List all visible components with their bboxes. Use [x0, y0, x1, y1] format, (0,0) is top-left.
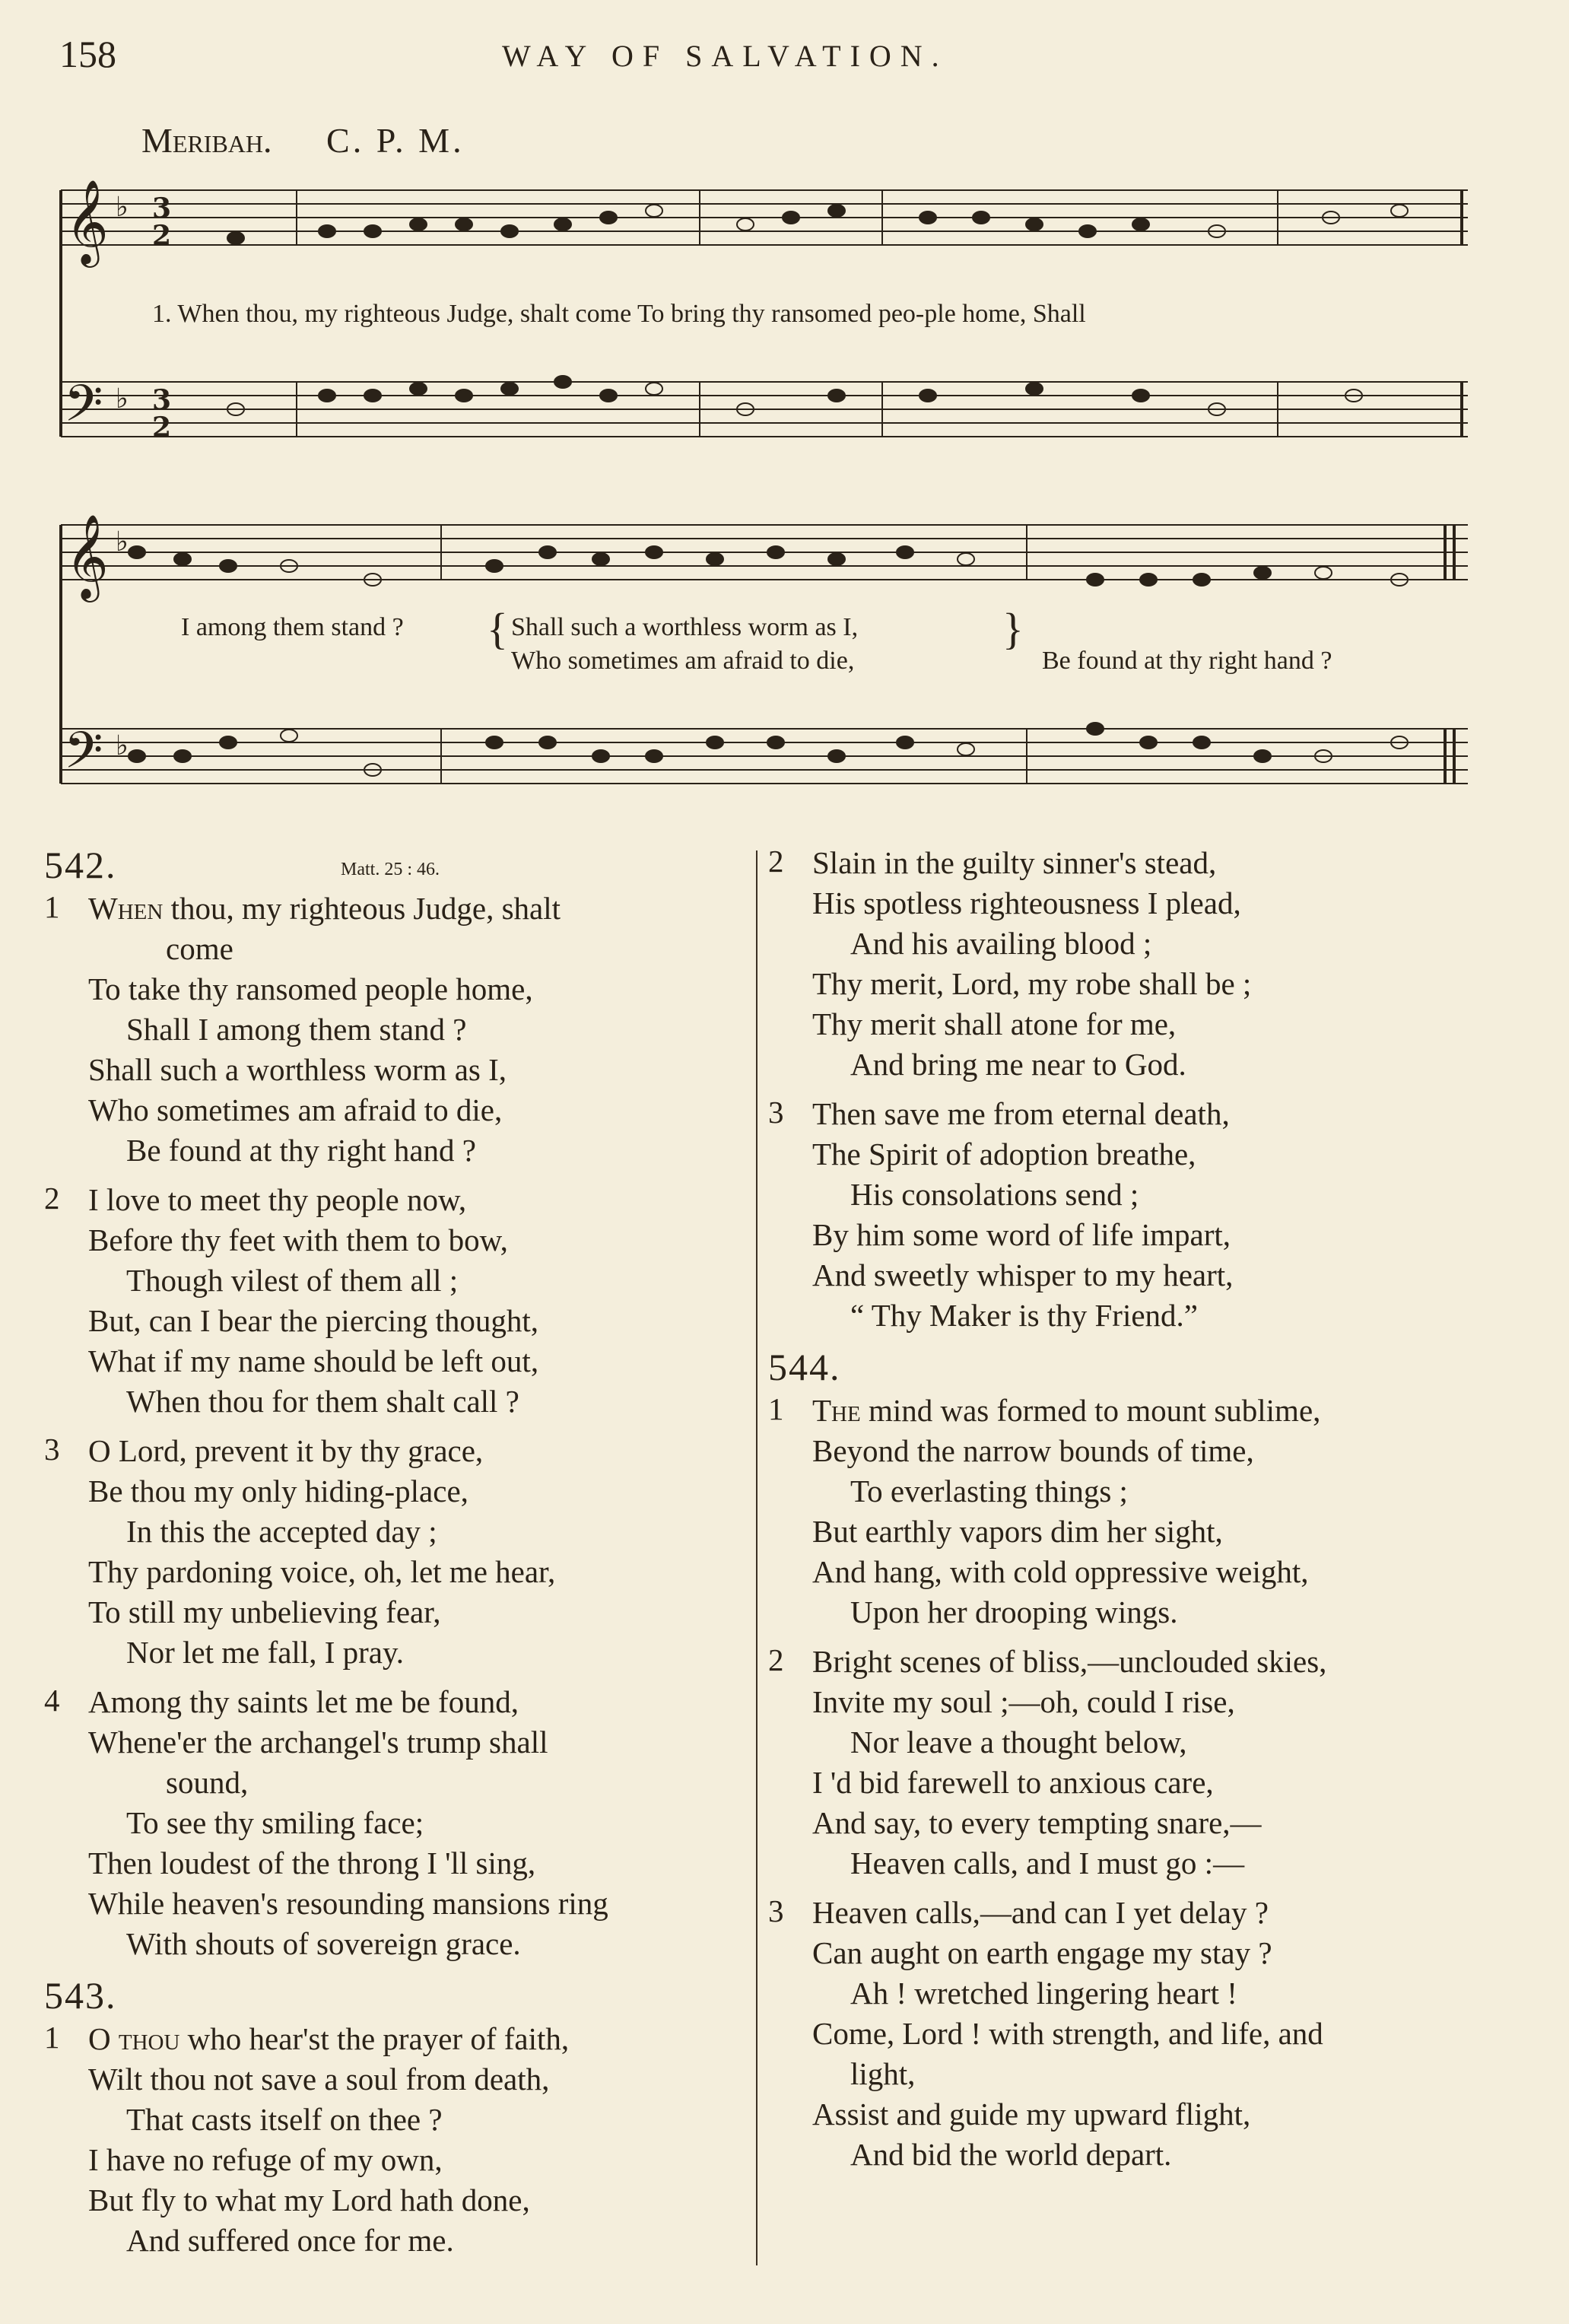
stanza-number: 2 [768, 1642, 784, 1677]
stanza-number: 3 [768, 1095, 784, 1130]
tune-meter: C. P. M. [326, 121, 465, 160]
page-number: 158 [59, 33, 116, 75]
stanza-number: 1 [44, 889, 60, 924]
verse-line: And bring me near to God. [850, 1047, 1186, 1082]
first-word: O thou [88, 2021, 180, 2056]
line-text: mind was formed to mount sublime, [860, 1393, 1321, 1428]
verse-line: And hang, with cold oppressive weight, [812, 1554, 1309, 1589]
verse-line: Be found at thy right hand ? [126, 1133, 477, 1168]
tune-name: Meribah. [141, 121, 272, 160]
line-text: who hear'st the prayer of faith, [179, 2021, 570, 2056]
verse-line: What if my name should be left out, [88, 1343, 539, 1378]
hymn-number: 542. [44, 844, 117, 886]
svg-text:♭: ♭ [116, 730, 129, 761]
clefs-and-signatures [64, 179, 171, 792]
svg-text:2: 2 [152, 220, 172, 252]
verse-line: Invite my soul ;—oh, could I rise, [812, 1684, 1235, 1719]
verse-line: That casts itself on thee ? [126, 2102, 443, 2137]
svg-text:♭: ♭ [116, 526, 129, 558]
verse-line: And his availing blood ; [850, 926, 1152, 961]
running-title: WAY OF SALVATION. [502, 39, 948, 73]
svg-text:2: 2 [152, 412, 172, 443]
verse-line: Whene'er the archangel's trump shall [88, 1725, 548, 1760]
hymn-544-stanza-3 [768, 1893, 1498, 2175]
verse-line [768, 1391, 1498, 1431]
tune-lyric-line-2-start: I among them stand ? [181, 613, 404, 641]
hymn-542-heading [44, 843, 744, 889]
svg-text:♭: ♭ [116, 383, 129, 415]
bass-staff-1 [61, 382, 1468, 437]
verse-line: Ah ! wretched lingering heart ! [850, 1976, 1237, 2011]
verse-line: And say, to every tempting snare,— [812, 1805, 1262, 1840]
scripture-reference: Matt. 25 : 46. [341, 860, 440, 879]
verse-line: When thou for them shalt call ? [126, 1384, 519, 1419]
verse-line: Come, Lord ! with strength, and life, and [812, 2016, 1323, 2051]
stanza-number: 4 [44, 1683, 60, 1718]
hymn-544-stanza-2 [768, 1642, 1498, 1884]
verse-line: With shouts of sovereign grace. [126, 1926, 521, 1961]
stanza-number: 3 [768, 1893, 784, 1928]
lyric-brace-right: } [1002, 604, 1024, 653]
hymn-542-stanza-3 [44, 1431, 744, 1673]
verse-line: To see thy smiling face; [126, 1805, 424, 1840]
verse-line: Nor leave a thought below, [850, 1725, 1187, 1760]
verse-line: But earthly vapors dim her sight, [812, 1514, 1223, 1549]
svg-text:3: 3 [152, 192, 172, 224]
verse-line: Though vilest of them all ; [126, 1263, 459, 1298]
svg-text:3: 3 [152, 384, 172, 416]
verse-line: But fly to what my Lord hath done, [88, 2183, 530, 2217]
verse-line: The Spirit of adoption breathe, [812, 1137, 1196, 1172]
hymn-544-heading [768, 1345, 1498, 1391]
svg-text:𝄢: 𝄢 [64, 374, 103, 445]
verse-line: Upon her drooping wings. [850, 1594, 1178, 1629]
first-word: The [812, 1393, 861, 1428]
verse-line: Nor let me fall, I pray. [126, 1635, 405, 1670]
verse-line: And sweetly whisper to my heart, [812, 1257, 1234, 1292]
verse-line: come [166, 931, 233, 966]
hymn-542-stanza-4 [44, 1682, 744, 1964]
tune-lyric-line-2-lower: Who sometimes am afraid to die, [511, 647, 855, 675]
svg-text:𝄢: 𝄢 [64, 721, 103, 792]
column-divider [756, 850, 758, 2265]
verse-line: Who sometimes am afraid to die, [88, 1092, 503, 1127]
verse-line: While heaven's resounding mansions ring [88, 1886, 608, 1921]
verse-line: And bid the world depart. [850, 2137, 1172, 2172]
hymn-543-stanza-3 [768, 1094, 1498, 1336]
lyric-brace-left: { [487, 604, 508, 653]
verse-line: O Lord, prevent it by thy grace, [88, 1433, 484, 1468]
verse-line: Assist and guide my upward flight, [812, 2097, 1251, 2132]
verse-line: Be thou my only hiding-place, [88, 1474, 468, 1509]
right-column [768, 843, 1498, 2184]
verse-line [44, 2019, 744, 2059]
verse-line: I have no refuge of my own, [88, 2142, 443, 2177]
svg-text:𝄞: 𝄞 [65, 513, 109, 599]
svg-text:𝄞: 𝄞 [65, 179, 109, 264]
hymn-542-stanza-2 [44, 1180, 744, 1422]
verse-line: Shall I among them stand ? [126, 1012, 467, 1047]
stanza-number: 2 [768, 844, 784, 879]
verse-line: Slain in the guilty sinner's stead, [812, 845, 1217, 880]
verse-line: Then loudest of the throng I 'll sing, [88, 1846, 536, 1881]
verse-line: sound, [166, 1765, 249, 1800]
hymn-543-stanza-2 [768, 843, 1498, 1085]
svg-text:♭: ♭ [116, 192, 129, 223]
verse-line: To everlasting things ; [850, 1474, 1128, 1509]
hymn-543-heading [44, 1973, 744, 2019]
verse-line: Shall such a worthless worm as I, [88, 1052, 507, 1087]
verse-line: His spotless righteousness I plead, [812, 885, 1241, 920]
system-brackets [61, 190, 1462, 784]
verse-line: light, [850, 2056, 916, 2091]
verse-line: Heaven calls,—and can I yet delay ? [812, 1895, 1269, 1930]
verse-line: In this the accepted day ; [126, 1514, 437, 1549]
verse-line: His consolations send ; [850, 1177, 1139, 1212]
verse-line: Before thy feet with them to bow, [88, 1222, 508, 1257]
stanza-number: 2 [44, 1181, 60, 1216]
first-word: When [88, 891, 164, 926]
hymn-543-stanza-1 [44, 2019, 744, 2261]
verse-line: “ Thy Maker is thy Friend.” [850, 1298, 1198, 1333]
notes [129, 205, 1408, 776]
stanza-number: 3 [44, 1432, 60, 1467]
verse-line: Wilt thou not save a soul from death, [88, 2062, 550, 2097]
bar-lines [297, 190, 1278, 784]
verse-line: By him some word of life impart, [812, 1217, 1231, 1252]
hymn-number: 544. [768, 1346, 841, 1388]
left-column [44, 843, 744, 2270]
hymn-542-stanza-1 [44, 889, 744, 1171]
verse-line: Can aught on earth engage my stay ? [812, 1935, 1272, 1970]
verse-line: To still my unbelieving fear, [88, 1594, 441, 1629]
verse-line: Among thy saints let me be found, [88, 1684, 519, 1719]
hymn-number: 543. [44, 1974, 117, 2017]
verse-line: I love to meet thy people now, [88, 1182, 467, 1217]
tune-lyric-line-1: 1. When thou, my righteous Judge, shalt come To bring thy ransomed peo-ple home, Shall [152, 300, 1086, 328]
stanza-number: 1 [44, 2020, 60, 2055]
verse-line: Thy merit shall atone for me, [812, 1006, 1177, 1041]
tune-heading [141, 120, 465, 161]
music-score [46, 167, 1475, 822]
verse-line: Beyond the narrow bounds of time, [812, 1433, 1254, 1468]
line-text: thou, my righteous Judge, shalt [163, 891, 561, 926]
verse-line [44, 889, 744, 929]
verse-line: But, can I bear the piercing thought, [88, 1303, 539, 1338]
hymn-544-stanza-1 [768, 1391, 1498, 1633]
treble-staff-1 [61, 190, 1468, 245]
verse-line: And suffered once for me. [126, 2223, 454, 2258]
verse-line: Thy pardoning voice, oh, let me hear, [88, 1554, 556, 1589]
tune-lyric-line-2-end: Be found at thy right hand ? [1042, 647, 1332, 675]
stanza-number: 1 [768, 1391, 784, 1426]
verse-line: Thy merit, Lord, my robe shall be ; [812, 966, 1252, 1001]
verse-line: I 'd bid farewell to anxious care, [812, 1765, 1214, 1800]
verse-line: Then save me from eternal death, [812, 1096, 1230, 1131]
verse-line: To take thy ransomed people home, [88, 971, 533, 1006]
tune-lyric-line-2-upper: Shall such a worthless worm as I, [511, 613, 859, 641]
verse-line: Heaven calls, and I must go :— [850, 1846, 1245, 1881]
verse-line: Bright scenes of bliss,—unclouded skies, [812, 1644, 1327, 1679]
